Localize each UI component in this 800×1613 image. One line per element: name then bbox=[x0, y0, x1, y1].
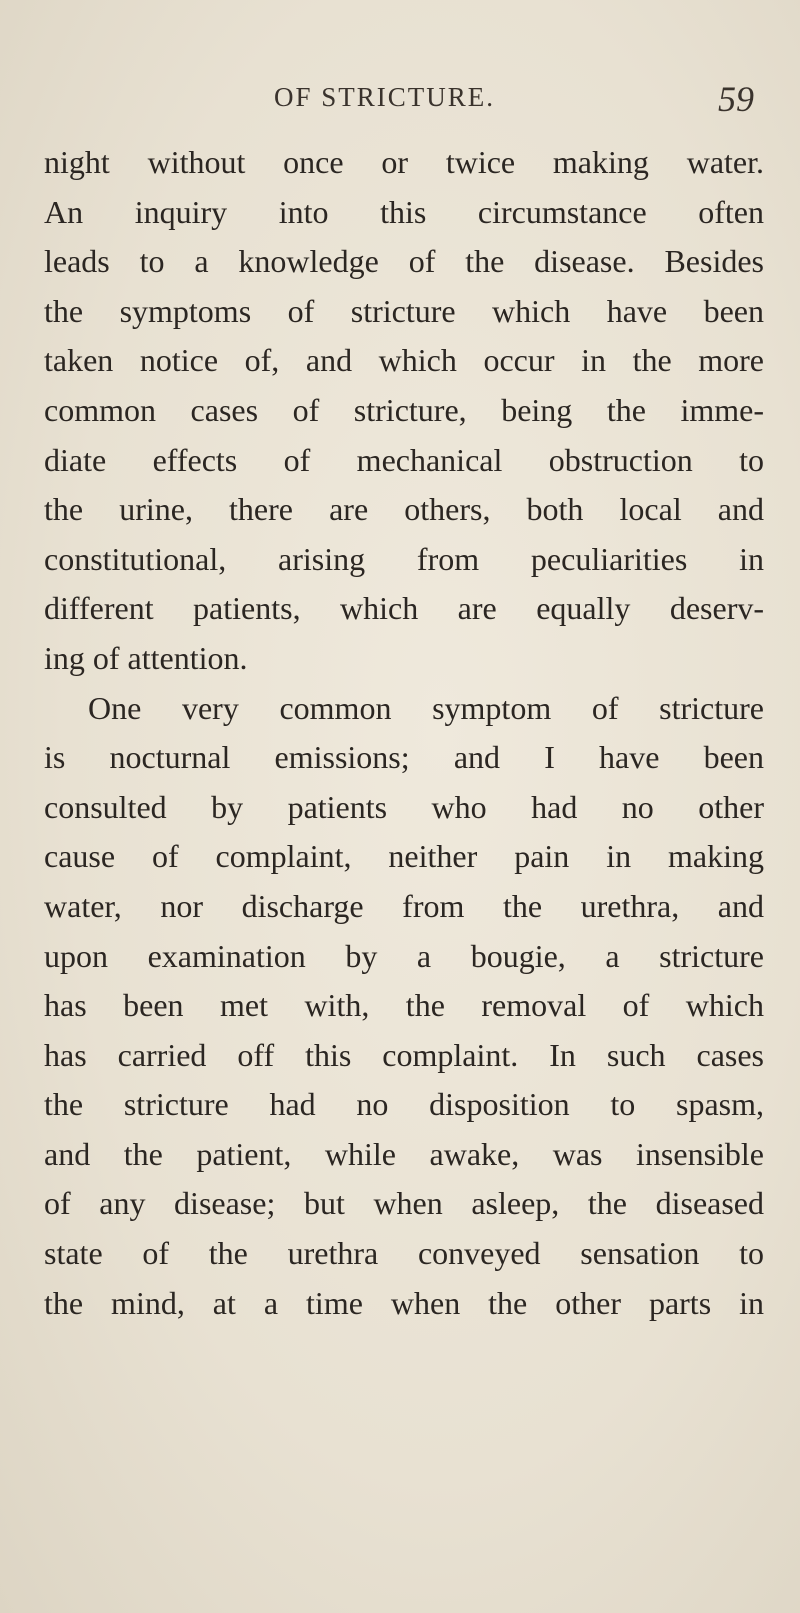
page-header bbox=[274, 79, 754, 126]
text-line: ing of attention. bbox=[44, 639, 248, 676]
paragraph-first-line: One very common symptom of stricture bbox=[88, 689, 764, 726]
text-line: constitutional, arising from peculiarities in bbox=[44, 540, 764, 577]
body-text bbox=[44, 138, 764, 1328]
text-line: different patients, which are equally deserv- bbox=[44, 590, 764, 627]
text-line: of any disease; but when asleep, the diseased bbox=[44, 1185, 764, 1222]
text-line: the symptoms of stricture which have been bbox=[44, 292, 764, 329]
page-number: 59 bbox=[718, 79, 754, 119]
text-line: state of the urethra conveyed sensation to bbox=[44, 1235, 764, 1272]
text-line: night without once or twice making water. bbox=[44, 144, 764, 180]
text-line: leads to a knowledge of the disease. Besides bbox=[44, 243, 764, 280]
text-line: has been met with, the removal of which bbox=[44, 987, 764, 1024]
text-line: taken notice of, and which occur in the more bbox=[44, 342, 764, 379]
text-line: diate effects of mechanical obstruction to bbox=[44, 441, 764, 478]
text-line: and the patient, while awake, was insensible bbox=[44, 1135, 764, 1172]
text-line: consulted by patients who had no other bbox=[44, 788, 764, 825]
text-line: is nocturnal emissions; and I have been bbox=[44, 739, 764, 776]
text-line: An inquiry into this circumstance often bbox=[44, 193, 764, 230]
text-line: common cases of stricture, being the imme- bbox=[44, 391, 764, 428]
text-line: upon examination by a bougie, a stricture bbox=[44, 937, 764, 974]
text-line: the stricture had no disposition to spasm, bbox=[44, 1086, 764, 1123]
text-line: cause of complaint, neither pain in making bbox=[44, 838, 764, 875]
running-title: OF STRICTURE. bbox=[274, 82, 496, 112]
text-line: the urine, there are others, both local and bbox=[44, 491, 764, 528]
text-line: has carried off this complaint. In such cases bbox=[44, 1036, 764, 1073]
text-line: water, nor discharge from the urethra, and bbox=[44, 887, 764, 924]
text-line: the mind, at a time when the other parts in bbox=[44, 1284, 764, 1321]
